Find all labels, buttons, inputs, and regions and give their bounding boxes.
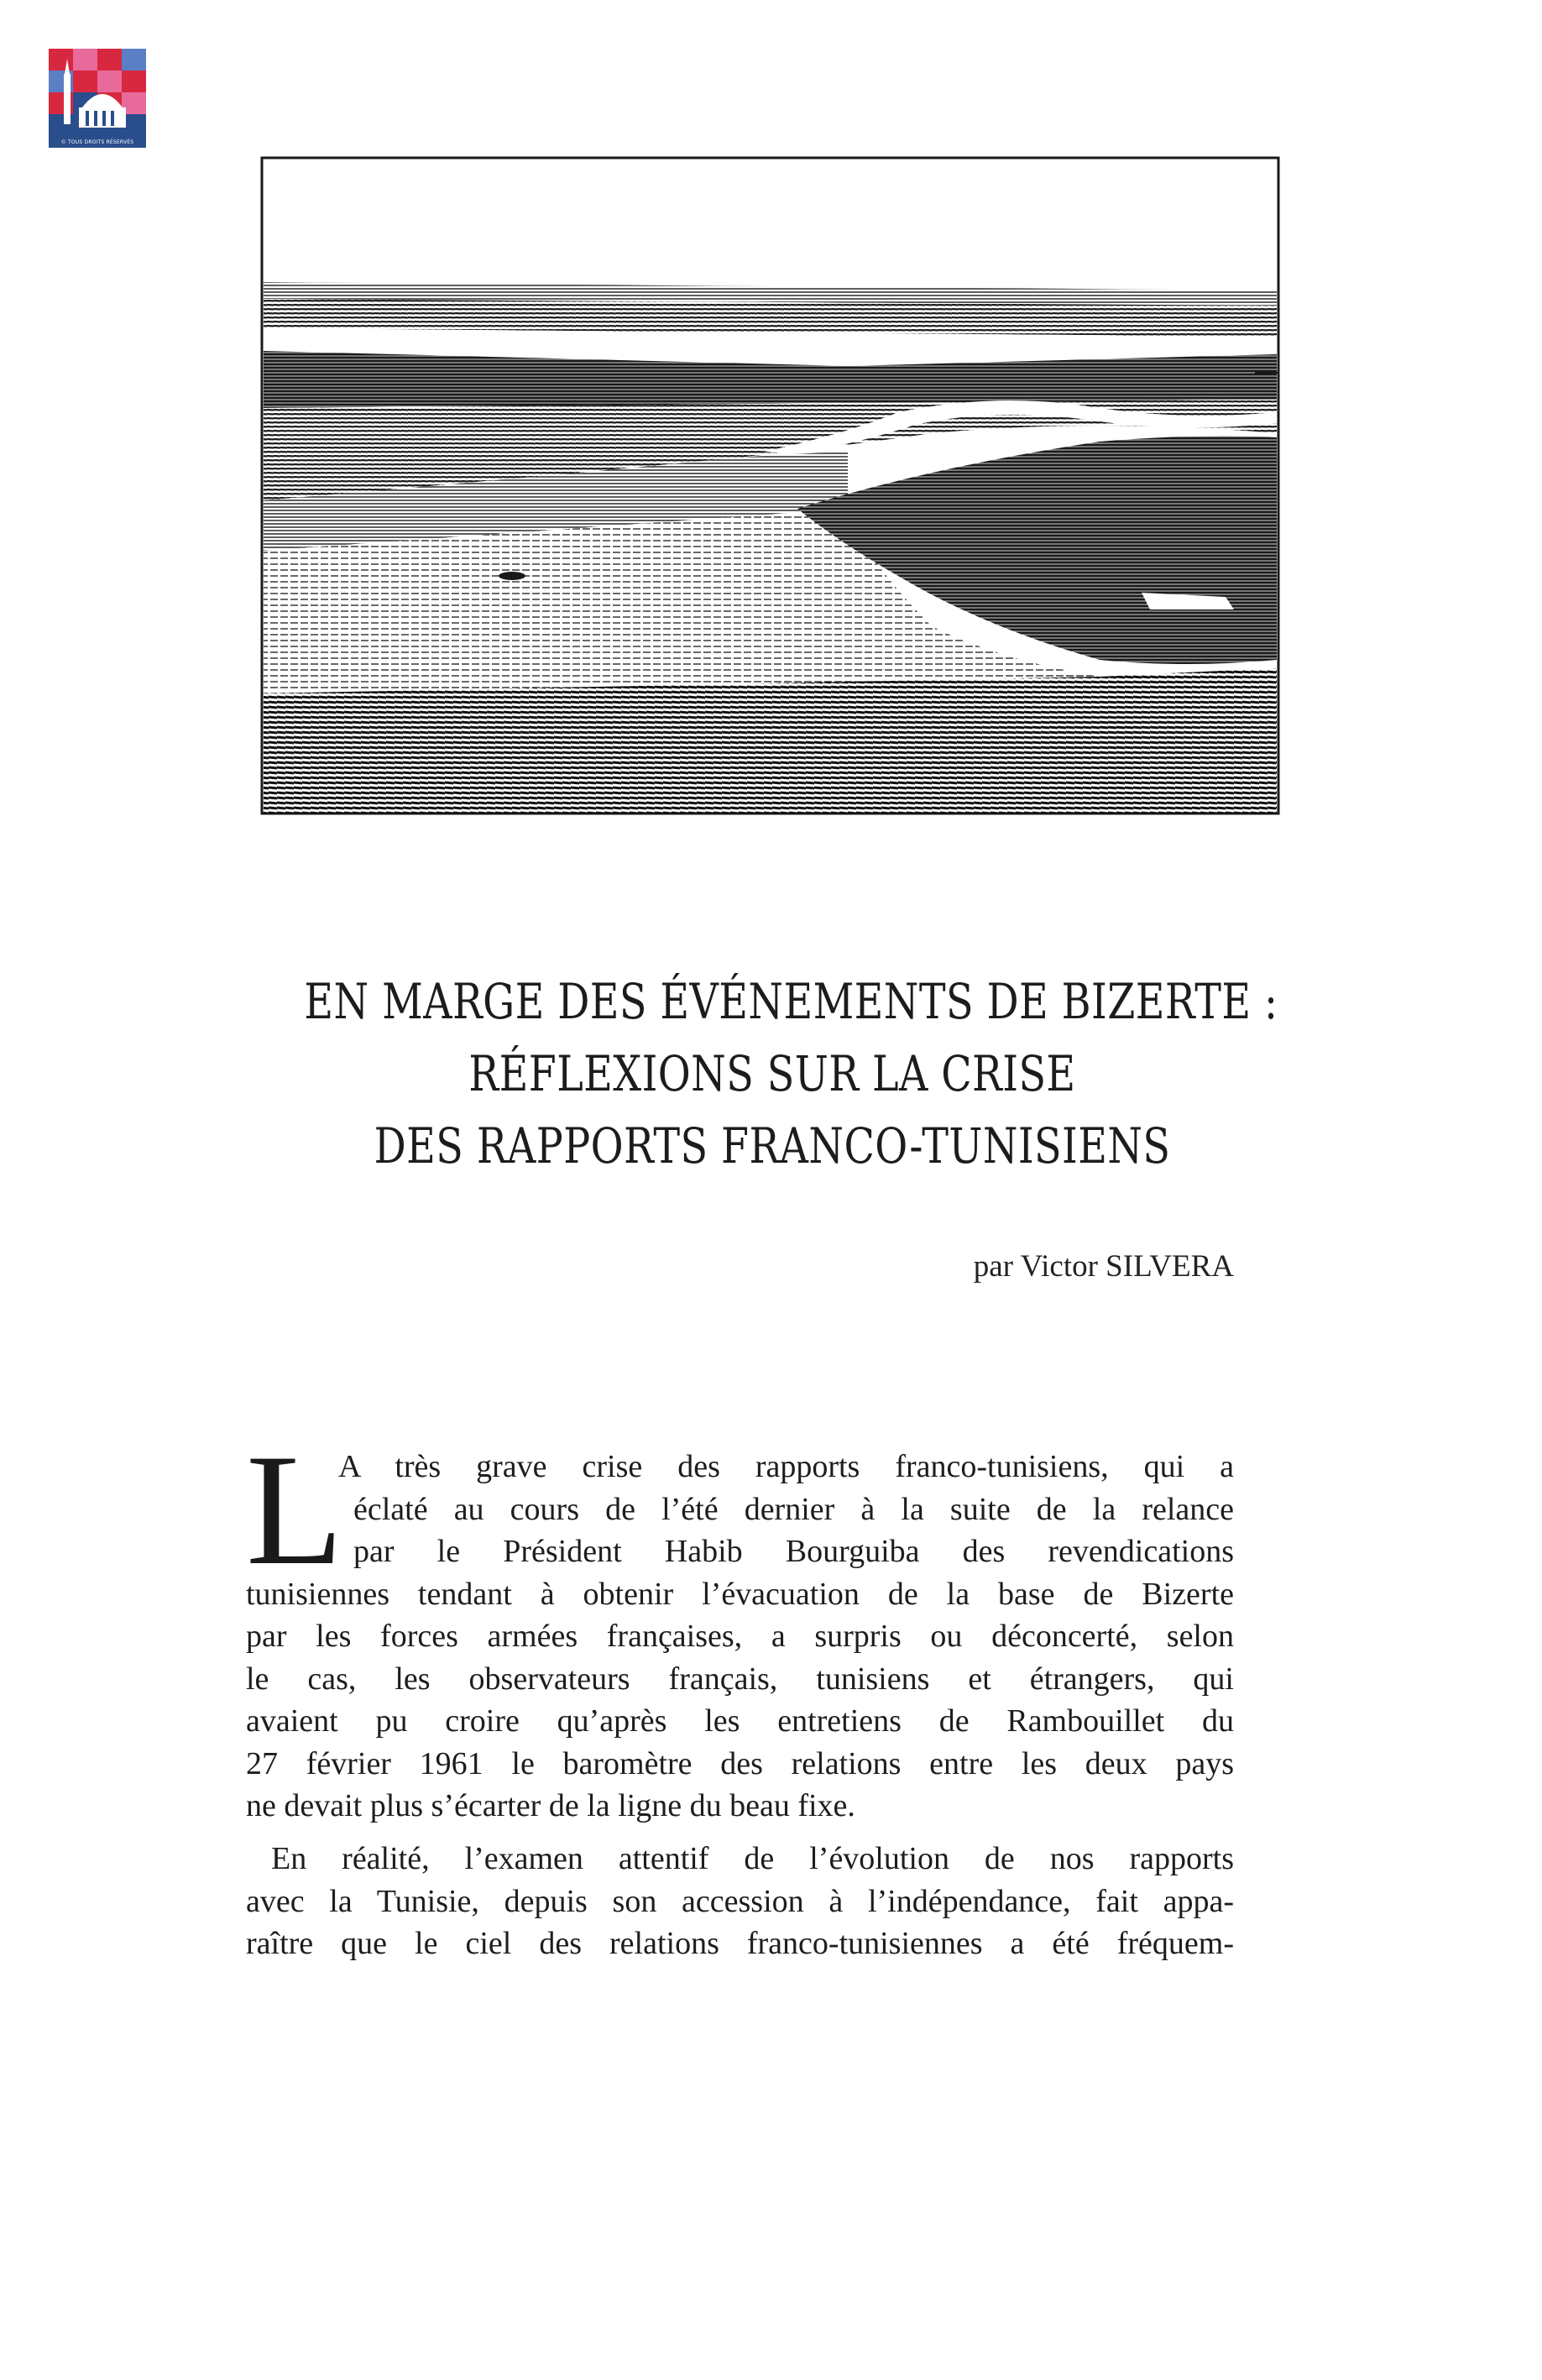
title-line-2: RÉFLEXIONS SUR LA CRISE bbox=[468, 1045, 1076, 1102]
logo-caption: © TOUS DROITS RÉSERVÉS bbox=[49, 138, 146, 148]
landscape-engraving bbox=[260, 156, 1280, 815]
title-line-1: EN MARGE DES ÉVÉNEMENTS DE BIZERTE : bbox=[304, 973, 1278, 1030]
paragraph-1 bbox=[246, 1422, 1234, 1828]
paragraph-line: tunisiennes tendant à obtenir l’évacuation de la base de Bizerte bbox=[246, 1576, 1234, 1612]
drop-cap: L bbox=[246, 1422, 344, 1598]
title-line-3: DES RAPPORTS FRANCO-TUNISIENS bbox=[374, 1117, 1171, 1174]
paragraph-line: 27 février 1961 le baromètre des relations entre les deux pays bbox=[246, 1745, 1234, 1781]
article-title bbox=[304, 965, 1278, 1182]
paragraph-line: avec la Tunisie, depuis son accession à l’indépendance, fait appa- bbox=[246, 1883, 1234, 1919]
article-body bbox=[246, 1422, 1234, 1965]
paragraph-line: par les forces armées françaises, a surpris ou déconcerté, selon bbox=[246, 1619, 1234, 1654]
paragraph-line: ne devait plus s’écarter de la ligne du beau fixe. bbox=[246, 1788, 855, 1823]
publisher-logo bbox=[49, 49, 146, 146]
engraving-landscape-icon bbox=[260, 156, 1280, 815]
paragraph-line: le cas, les observateurs français, tunisiens et étrangers, qui bbox=[246, 1661, 1234, 1697]
paragraph-line: avaient pu croire qu’après les entretiens de Rambouillet du bbox=[246, 1703, 1234, 1739]
paragraph-2 bbox=[246, 1838, 1234, 1965]
paragraph-line: En réalité, l’examen attentif de l’évolution de nos rapports bbox=[271, 1841, 1234, 1876]
library-building-icon bbox=[49, 49, 146, 138]
author-byline: par Victor SILVERA bbox=[973, 1249, 1234, 1284]
paragraph-line: par le Président Habib Bourguiba des revendications bbox=[353, 1534, 1234, 1569]
paragraph-line: raître que le ciel des relations franco-tunisiennes a été fréquem- bbox=[246, 1926, 1234, 1961]
paragraph-line: A très grave crise des rapports franco-tunisiens, qui a bbox=[338, 1449, 1234, 1484]
paragraph-line: éclaté au cours de l’été dernier à la suite de la relance bbox=[353, 1491, 1234, 1527]
